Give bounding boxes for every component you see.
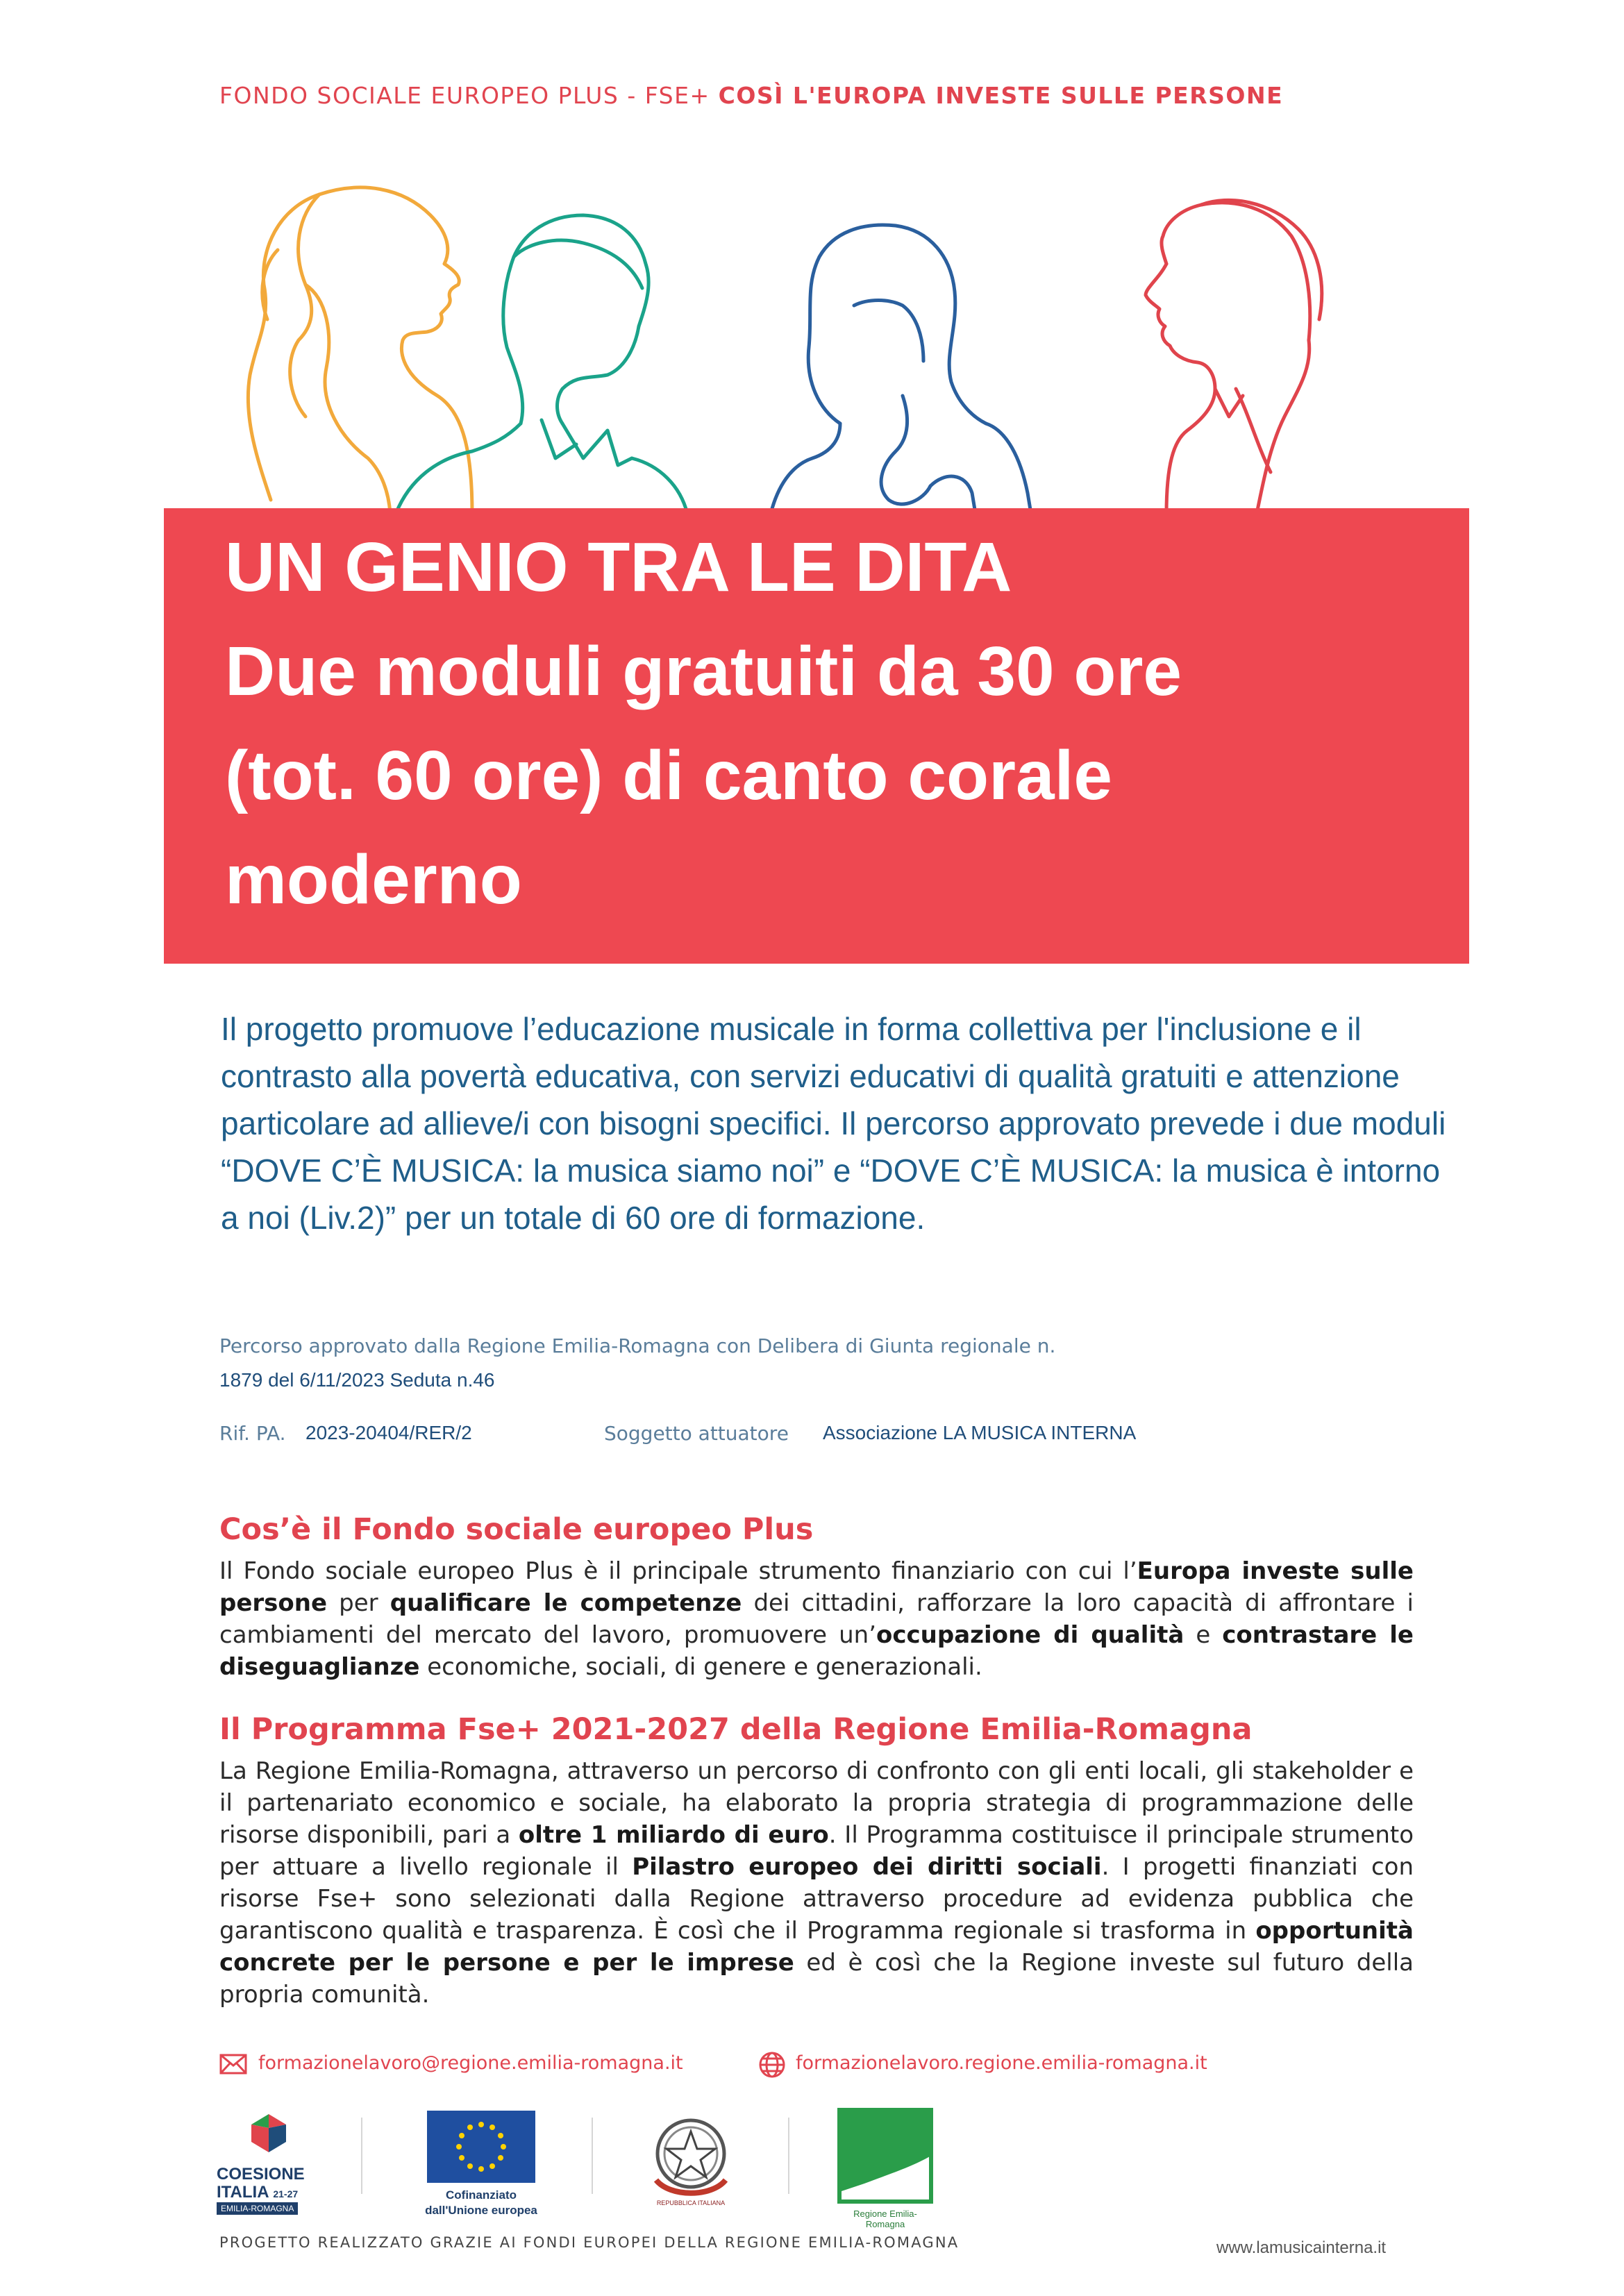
footer-website-link[interactable]: www.lamusicainterna.it <box>1216 2238 1387 2257</box>
red-figure <box>1146 200 1322 514</box>
logo-divider <box>788 2118 789 2194</box>
teal-figure <box>396 215 687 514</box>
course-subtitle-line3: moderno <box>225 841 522 919</box>
eu-cofinanced-text: Cofinanziato <box>446 2188 517 2202</box>
region-map-icon <box>837 2107 934 2204</box>
envelope-icon <box>219 2054 247 2075</box>
coesione-italia-text: ITALIA 21-27 <box>217 2183 299 2202</box>
logo-divider <box>361 2118 362 2194</box>
program-section-heading: Il Programma Fse+ 2021-2027 della Regione Emilia-Romagna <box>219 1712 1253 1747</box>
italian-republic-emblem <box>642 2111 746 2222</box>
republic-text: REPUBBLICA ITALIANA <box>656 2199 726 2206</box>
rif-pa-value: 2023-20404/RER/2 <box>305 1422 472 1443</box>
approval-text-line2: 1879 del 6/11/2023 Seduta n.46 <box>219 1369 495 1391</box>
approval-text-line1: Percorso approvato dalla Regione Emilia-Romagna con Delibera di Giunta regionale n. <box>219 1334 1056 1357</box>
coesione-mark-icon <box>244 2111 300 2159</box>
region-text: Regione Emilia-Romagna <box>853 2209 917 2229</box>
eu-cofinanced-logo <box>420 2111 545 2222</box>
rif-pa-label: Rif. PA. <box>219 1422 286 1445</box>
course-subtitle-line2: (tot. 60 ore) di canto corale <box>225 737 1113 814</box>
coesione-italia-logo <box>217 2111 335 2222</box>
implementing-body-value: Associazione LA MUSICA INTERNA <box>823 1422 1137 1443</box>
coesione-text: COESIONE <box>217 2165 305 2184</box>
implementing-body-label: Soggetto attuatore <box>604 1422 789 1445</box>
project-description: Il progetto promuove l’educazione musicale in forma collettiva per l'inclusione e il contrasto alla povertà educativa, con servizi educativi di qualità gratuiti e attenzione particolare ad allieve/i con bisogni specifici. Il percorso approvato prevede i due moduli “DOVE C’È MUSICA: la musica siamo noi” e “DOVE C’È MUSICA: la musica è intorno a noi (Liv.2)” per un totale di 60 ore di formazione. <box>221 1011 1446 1236</box>
program-section-body: La Regione Emilia-Romagna, attraverso un percorso di confronto con gli enti locali, gli stakeholder e il partenariato economico e sociale, ha elaborato la propria strategia di programmazione delle risorse disponibili, pari a oltre 1 miliardo di euro. Il Programma costituisce il principale strumento per attuare a livello regionale il Pilastro europeo dei diritti sociali. I progetti finanziati con risorse Fse+ sono selezionati dalla Regione attraverso procedure ad evidenza pubblica che garantiscono qualità e trasparenza. È così che il Programma regionale si trasforma in opportunità concrete per le persone e per le imprese ed è così che la Regione investe sul futuro della propria comunità. <box>219 1757 1414 2009</box>
people-line-art-illustration <box>229 167 1396 514</box>
title-banner <box>164 508 1469 964</box>
regione-emilia-romagna-logo <box>837 2107 941 2229</box>
blue-figure <box>771 225 1031 514</box>
fse-section-body: Il Fondo sociale europeo Plus è il principale strumento finanziario con cui l’Europa investe sulle persone per qualificare le competenze dei cittadini, rafforzare la loro capacità di affrontare i cambiamenti del mercato del lavoro, promuovere un’occupazione di qualità e contrastare le diseguaglianze economiche, sociali, di genere e generazionali. <box>219 1557 1414 1681</box>
banner-slogan: COSÌ L'EUROPA INVESTE SULLE PERSONE <box>718 82 1284 109</box>
globe-icon <box>758 2051 786 2079</box>
contact-website-link[interactable]: formazionelavoro.regione.emilia-romagna.it <box>796 2052 1207 2074</box>
eu-flag-icon <box>427 2111 535 2183</box>
logo-divider <box>592 2118 593 2194</box>
course-subtitle-line1: Due moduli gratuiti da 30 ore <box>225 632 1182 710</box>
fse-section-heading: Cos’è il Fondo sociale europeo Plus <box>219 1512 814 1547</box>
contact-email-link[interactable]: formazionelavoro@regione.emilia-romagna.it <box>258 2052 683 2074</box>
course-title: UN GENIO TRA LE DITA <box>225 528 1012 606</box>
footer-funding-note: PROGETTO REALIZZATO GRAZIE AI FONDI EUROPEI DELLA REGIONE EMILIA-ROMAGNA <box>219 2234 960 2251</box>
top-banner <box>219 82 1283 109</box>
republic-star-icon <box>642 2111 739 2208</box>
coesione-region-tag: EMILIA-ROMAGNA <box>217 2202 298 2215</box>
banner-program-name: FONDO SOCIALE EUROPEO PLUS - FSE+ <box>219 82 710 109</box>
eu-union-text: dall'Unione europea <box>425 2204 537 2217</box>
